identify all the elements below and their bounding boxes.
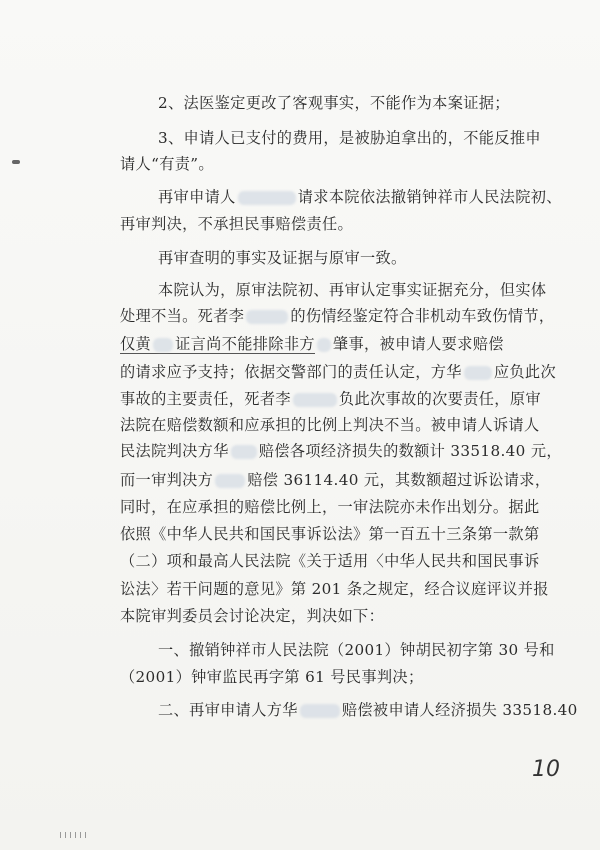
- text-fragment: 仅黄: [120, 335, 152, 353]
- text-fragment: 赔偿被申请人经济损失 33518.40: [341, 701, 578, 719]
- text-line: 一、撤销钟祥市人民法院（2001）钟胡民初字第 30 号和: [158, 641, 555, 659]
- text-fragment: 赔偿各项经济损失的数额计 33518.40 元，: [258, 442, 562, 460]
- text-line: 2、法医鉴定更改了客观事实，不能作为本案证据；: [158, 94, 510, 112]
- redaction: [300, 704, 340, 718]
- text-line: 再审查明的事实及证据与原审一致。: [158, 249, 407, 267]
- text-line: [120, 306, 554, 326]
- page-number: 10: [532, 757, 560, 782]
- text-line: （二）项和最高人民法院《关于适用〈中华人民共和国民事诉: [120, 552, 540, 570]
- text-line: 本院认为，原审法院初、再审认定事实证据充分，但实体: [158, 281, 547, 299]
- scan-mark: [12, 160, 20, 164]
- redaction: [246, 310, 288, 324]
- text-line: [120, 362, 556, 382]
- text-line: [158, 700, 578, 720]
- redaction: [231, 445, 257, 459]
- text-fragment: 事故的主要责任，死者李: [120, 390, 291, 408]
- text-fragment: 肇事，被申请人要求赔偿: [332, 335, 504, 353]
- text-fragment: 请求本院依法撤销钟祥市人民法院初、: [297, 188, 562, 206]
- text-fragment: 赔偿 36114.40 元，其数额超过诉讼请求，: [247, 471, 551, 489]
- text-line: 3、申请人已支付的费用，是被胁迫拿出的，不能反推申: [158, 129, 541, 147]
- text-fragment: 而一审判决方: [120, 471, 214, 489]
- text-line: 本院审判委员会讨论决定，判决如下：: [120, 607, 385, 625]
- text-fragment: 证言尚不能排除非方: [175, 335, 315, 353]
- text-fragment: 的伤情经鉴定符合非机动车致伤情节，: [290, 307, 555, 325]
- text-line: [120, 470, 550, 490]
- redaction: [293, 393, 337, 407]
- text-line: 再审判决，不承担民事赔偿责任。: [120, 215, 354, 233]
- scan-dots: [60, 832, 90, 838]
- text-fragment: 应负此次: [493, 363, 556, 381]
- text-line: [120, 441, 562, 461]
- text-line: [158, 187, 562, 207]
- text-line: [120, 334, 504, 354]
- redaction: [238, 191, 296, 205]
- redaction: [153, 338, 173, 352]
- text-line: 法院在赔偿数额和应承担的比例上判决不当。被申请人诉请人: [120, 416, 540, 434]
- text-line: [120, 389, 541, 409]
- text-line: 依照《中华人民共和国民事诉讼法》第一百五十三条第一款第: [120, 525, 540, 543]
- text-fragment: 再审申请人: [158, 188, 236, 206]
- text-line: 同时，在应承担的赔偿比例上，一审法院亦未作出划分。据此: [120, 498, 540, 516]
- text-line: 讼法〉若干问题的意见》第 201 条之规定，经合议庭评议并报: [120, 580, 549, 598]
- text-line: （2001）钟审监民再字第 61 号民事判决；: [120, 668, 424, 686]
- text-fragment: 处理不当。死者李: [120, 307, 245, 325]
- underlined-fragment: [120, 335, 315, 354]
- redaction: [215, 474, 245, 488]
- redaction: [464, 366, 492, 380]
- text-fragment: 民法院判决方华: [120, 442, 229, 460]
- text-fragment: 的请求应予支持；依据交警部门的责任认定，方华: [120, 363, 462, 381]
- text-fragment: 二、再审申请人方华: [158, 701, 298, 719]
- text-line: 请人“有责”。: [120, 155, 214, 173]
- redaction: [317, 338, 331, 352]
- text-fragment: 负此次事故的次要责任，原审: [338, 390, 541, 408]
